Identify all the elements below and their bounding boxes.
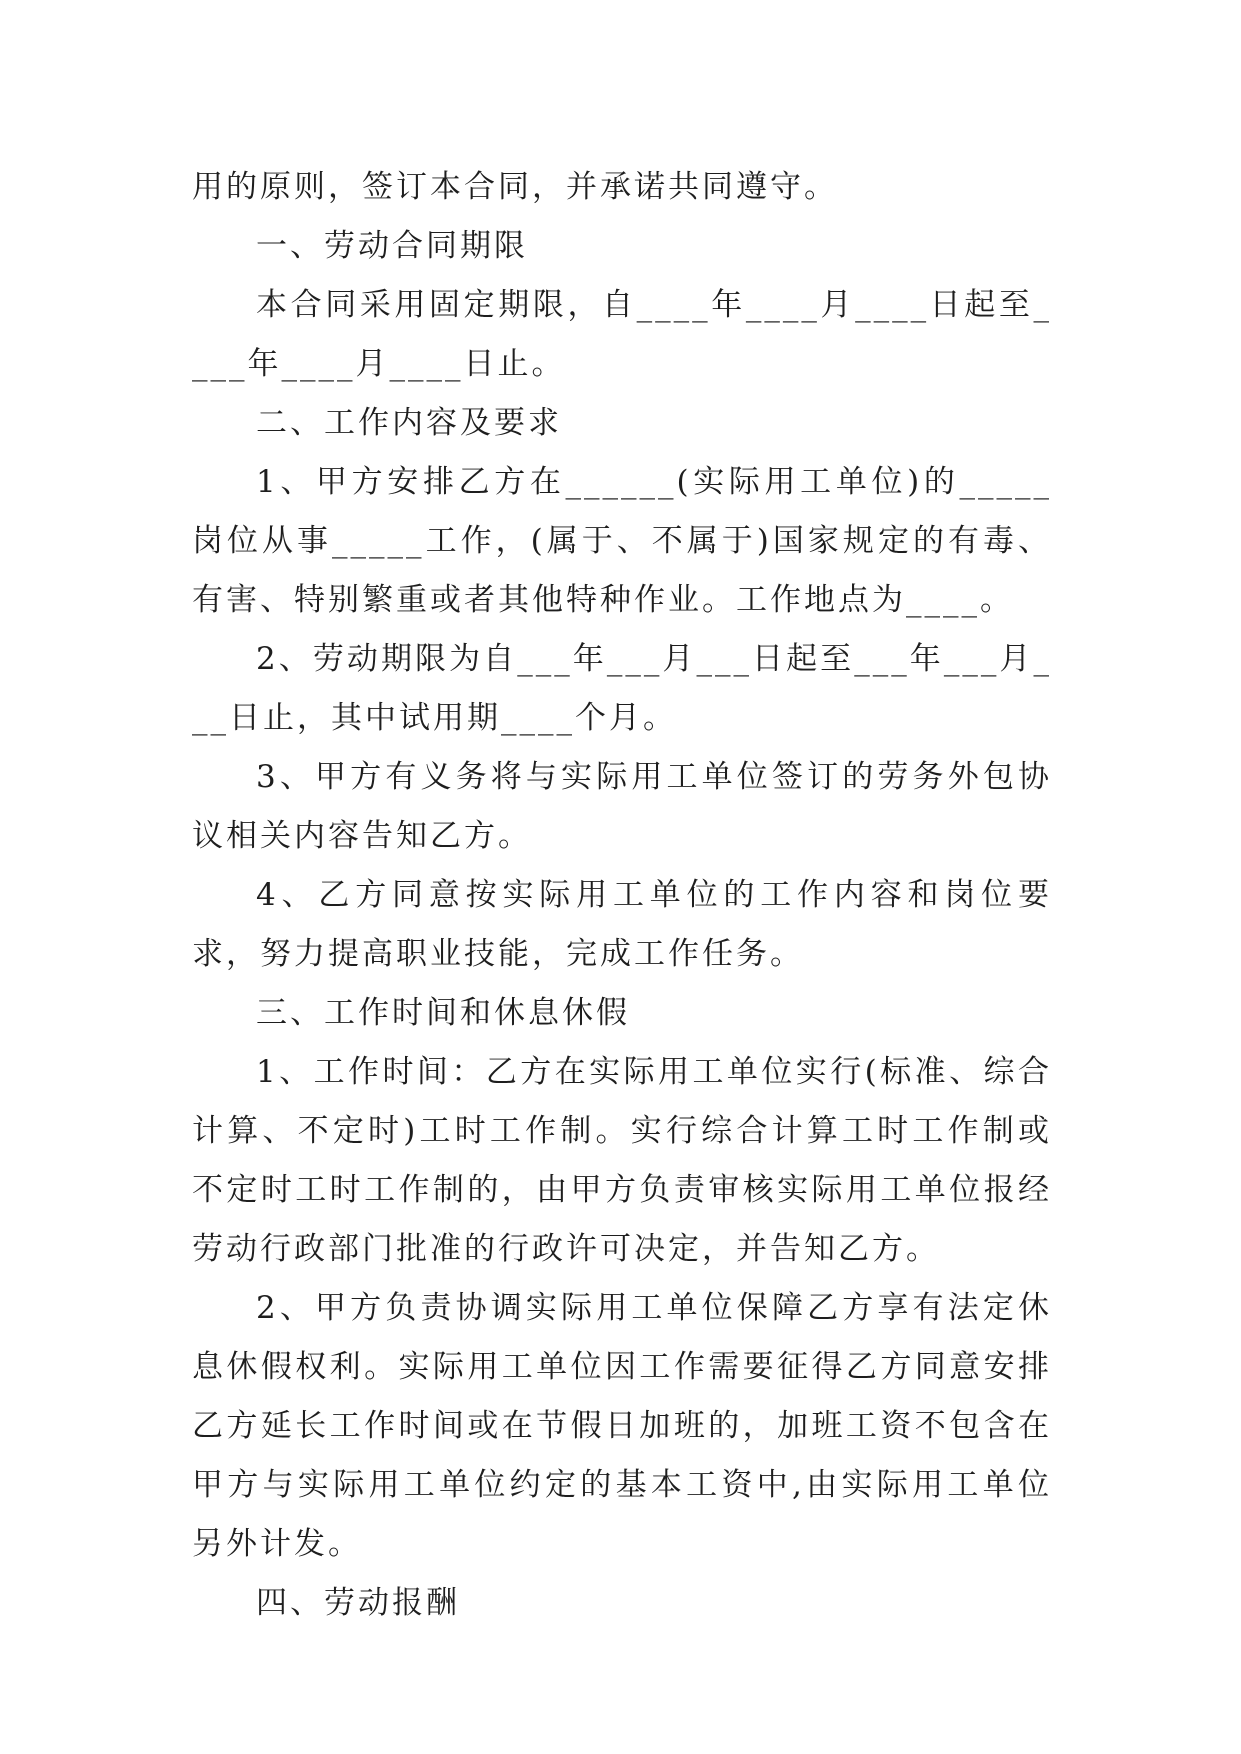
section-heading-work-content: 二、工作内容及要求 (256, 405, 562, 441)
paragraph-rest-leave: 2、甲方负责协调实际用工单位保障乙方享有法定休息休假权利。实际用工单位因工作需要征得乙方同意安排乙方延长工作时间或在节假日加班的，加班工资不包含在甲方与实际用工单位约定的基本工资中,由实际用工单位另外计发。 (192, 1290, 1052, 1562)
document-body (192, 158, 1052, 1633)
paragraph-work-position: 1、甲方安排乙方在______(实际用工单位)的_____岗位从事_____工作，(属于、不属于)国家规定的有毒、有害、特别繁重或者其他特种作业。工作地点为____。 (192, 464, 1052, 618)
section-heading-work-hours: 三、工作时间和休息休假 (256, 995, 630, 1031)
paragraph-labor-period: 2、劳动期限为自___年___月___日起至___年___月___日止，其中试用期____个月。 (192, 641, 1052, 736)
section-heading-remuneration: 四、劳动报酬 (256, 1585, 460, 1621)
section-heading-contract-term: 一、劳动合同期限 (256, 228, 528, 264)
paragraph-work-hours-system: 1、工作时间：乙方在实际用工单位实行(标准、综合计算、不定时)工时工作制。实行综合计算工时工作制或不定时工时工作制的，由甲方负责审核实际用工单位报经劳动行政部门批准的行政许可决定，并告知乙方。 (192, 1054, 1052, 1267)
paragraph-outsourcing-notice: 3、甲方有义务将与实际用工单位签订的劳务外包协议相关内容告知乙方。 (192, 759, 1052, 854)
paragraph-principle-continuation: 用的原则，签订本合同，并承诺共同遵守。 (192, 169, 838, 205)
paragraph-fixed-term: 本合同采用固定期限，自____年____月____日起至____年____月____日止。 (192, 287, 1052, 382)
paragraph-job-requirements: 4、乙方同意按实际用工单位的工作内容和岗位要求，努力提高职业技能，完成工作任务。 (192, 877, 1052, 972)
